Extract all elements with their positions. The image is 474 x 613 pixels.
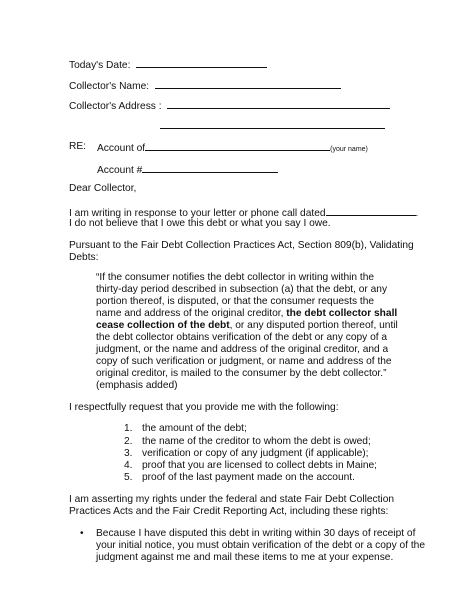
quote-line-4	[96, 308, 397, 321]
todays-date-label: Today's Date:	[69, 60, 131, 71]
quote-line-6: the debt collector obtains verification of the debt or any copy of a	[96, 332, 388, 343]
quote-emphasis-1: the debt collector shall	[286, 308, 398, 319]
collector-name-label: Collector's Name:	[69, 81, 150, 92]
collector-address-blank-2	[160, 119, 385, 129]
bullet-line-3: judgment against me and mail these items to me at your expense.	[96, 552, 394, 563]
quote-line-3: portion thereof, is disputed, or that the consumer requests the	[96, 296, 375, 307]
quote-line-4-text: name and address of the original creditor,	[96, 308, 287, 319]
list-item	[124, 472, 355, 485]
pursuant-line-1: Pursuant to the Fair Debt Collection Practices Act, Section 809(b), Validating	[69, 240, 414, 251]
account-of-line	[97, 141, 368, 157]
quote-line-7: judgment, or the name and address of the original creditor, and a	[96, 344, 389, 355]
rights-line-2: Practices Acts and the Fair Credit Reporting Act, including these rights:	[69, 506, 389, 517]
intro-text-1: I am writing in response to your letter or phone call dated	[69, 208, 326, 219]
bullet-line-1: Because I have disputed this debt in writing within 30 days of receipt of	[96, 528, 416, 539]
collector-address-label: Collector's Address :	[69, 101, 162, 112]
intro-period: .	[415, 208, 419, 219]
quote-line-5-text: , or any disputed portion thereof, until	[229, 320, 398, 331]
quote-line-1: “If the consumer notifies the debt collector in writing within the	[96, 272, 375, 283]
list-text: proof that you are licensed to collect debts in Maine;	[142, 460, 378, 471]
collector-name-blank	[155, 79, 341, 89]
your-name-hint: (your name)	[330, 146, 368, 153]
account-of-label: Account of	[97, 143, 146, 154]
quote-line-5	[96, 320, 398, 333]
account-of-blank	[145, 141, 330, 151]
request-intro: I respectfully request that you provide me with the following:	[69, 402, 339, 413]
list-text: proof of the last payment made on the account.	[142, 472, 355, 483]
list-item	[124, 460, 377, 473]
list-number: 2.	[124, 436, 133, 447]
salutation: Dear Collector,	[69, 183, 137, 194]
list-text: verification or copy of any judgment (if applicable);	[142, 448, 369, 459]
list-item	[124, 423, 247, 436]
collector-address-line	[69, 99, 390, 114]
account-number-blank	[142, 163, 278, 173]
todays-date-line	[69, 58, 267, 73]
bullet-icon: •	[80, 528, 84, 539]
todays-date-blank	[136, 58, 267, 68]
quote-emphasis-2: cease collection of the debt	[96, 320, 230, 331]
quote-line-8: copy of such verification or judgment, or name and address of the	[96, 356, 392, 367]
call-date-blank	[326, 206, 416, 216]
intro-line-2: I do not believe that I owe this debt or what you say I owe.	[69, 218, 331, 229]
collector-name-line	[69, 79, 341, 94]
list-number: 1.	[124, 423, 133, 434]
list-item	[124, 436, 371, 449]
list-text: the name of the creditor to whom the debt is owed;	[142, 436, 371, 447]
list-number: 3.	[124, 448, 133, 459]
collector-address-line-2	[160, 119, 385, 134]
quote-line-2: thirty-day period described in subsection (a) that the debt, or any	[96, 284, 388, 295]
pursuant-line-2: Debts:	[69, 252, 99, 263]
bullet-line-2: your initial notice, you must obtain verification of the debt or a copy of the	[96, 540, 426, 551]
list-text: the amount of the debt;	[142, 423, 247, 434]
quote-line-9: original creditor, is mailed to the consumer by the debt collector.”	[96, 368, 387, 379]
re-label: RE:	[69, 141, 86, 152]
list-number: 4.	[124, 460, 133, 471]
list-item	[124, 448, 369, 461]
list-number: 5.	[124, 472, 133, 483]
account-number-label: Account #	[97, 165, 143, 176]
quote-line-10: (emphasis added)	[96, 380, 178, 391]
account-number-line	[97, 163, 278, 178]
rights-line-1: I am asserting my rights under the federal and state Fair Debt Collection	[69, 494, 395, 505]
collector-address-blank	[167, 99, 390, 109]
